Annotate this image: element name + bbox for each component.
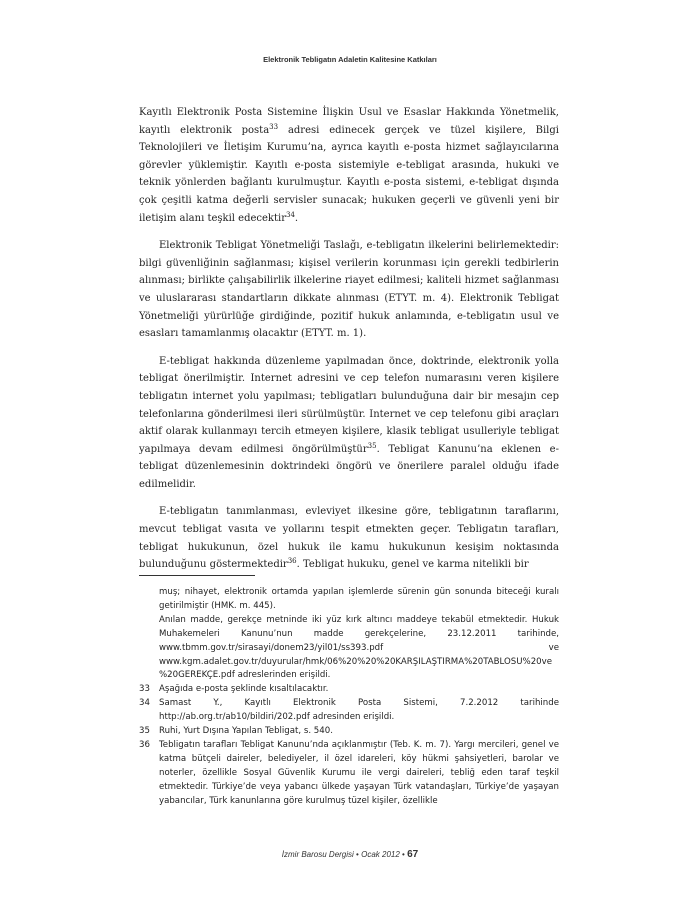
footnote-ref-36[interactable]: 36 [287, 557, 297, 566]
footnote-35 [139, 725, 559, 739]
body-text [139, 104, 559, 584]
footnote-text: Samast Y., Kayıtlı Elektronik Posta Sistemi, 7.2.2012 tarihinde http://ab.org.tr/ab10/bildiri/202.pdf adresinden erişildi. [159, 698, 559, 723]
paragraph-3 [139, 353, 559, 494]
page-number: 67 [407, 849, 419, 860]
paragraph-1 [139, 104, 559, 227]
paragraph-text: . Tebligat Kanunu’na eklenen e-tebligat düzenlemesinin doktrindeki öngörü ve önerilere paralel olduğu ifade edilmelidir. [139, 443, 559, 490]
footnote-ref-35[interactable]: 35 [367, 441, 377, 450]
paragraph-text: E-tebligat hakkında düzenleme yapılmadan önce, doktrinde, elektronik yolla tebligat önerilmiştir. Internet adresini ve cep telefon numarasını veren kişilere tebligatın internet yolu yapılması; tebligatları bulunduğuna dair bir mesajın cep telefonlarına gönderilmesi ileri sürülmüştür. Internet ve cep telefonu gibi araçları aktif olarak kullanmayı tercih etmeyen kişilere, klasik tebligat usulleriyle tebligat yapılmaya devam edilmesi öngörülmüştür [139, 355, 559, 455]
footnote-36 [139, 739, 559, 809]
journal-name: İzmir Barosu Dergisi [281, 850, 354, 859]
paragraph-text: Elektronik Tebligat Yönetmeliği Taslağı, e-tebligatın ilkelerini belirlemektedir: bilgi güvenliğinin sağlanması; kişisel verilerin korunması için gerekli tedbirlerin alınması; birlikte çalışabilirlik ilkelerine riayet edilmesi; kaliteli hizmet sağlanması ve uluslararası standartların dikkate alınması (ETYT. m. 4). Elektronik Tebligat Yönetmeliği yürürlüğe girdiğinde, pozitif hukuk anlamında, e-tebligatın usul ve esasları tamamlanmış olacaktır (ETYT. m. 1). [139, 240, 559, 340]
footnote-text: Anılan madde, gerekçe metninde iki yüz kırk altıncı maddeye tekabül etmektedir. Hukuk Muhakemeleri Kanunu’nun madde gerekçelerine, 23.12.2011 tarihinde, www.tbmm.gov.tr/sirasayi/donem23/yil01/ss393.pdf ve www.kgm.adalet.gov.tr/duyurular/hmk/06%20%20%20KARŞILAŞTIRMA%20TABLOSU%20ve%20GEREKÇE.pdf adreslerinden erişildi. [159, 614, 559, 681]
footnote-33 [139, 683, 559, 697]
paragraph-text: . Tebligat hukuku, genel ve karma nitelikli bir [296, 559, 529, 571]
footnote-34 [139, 697, 559, 725]
paragraph-4 [139, 503, 559, 573]
paragraph-text: Kayıtlı Elektronik Posta Sistemine İlişkin Usul ve Esaslar Hakkında Yönetmelik, kayıtlı elektronik posta [139, 107, 559, 136]
footnote-ref-33[interactable]: 33 [269, 122, 279, 131]
footnote-ref-34[interactable]: 34 [285, 210, 295, 219]
paragraph-text: adresi edinecek gerçek ve tüzel kişilere, Bilgi Teknolojileri ve İletişim Kurumu’na, ayrıca kayıtlı e-posta hizmet sağlayıcılarına görevler yüklemiştir. Kayıtlı e-posta sistemiyle e-tebligat arasında, hukuki ve teknik yönlerden bağlantı kurulmuştur. Kayıtlı e-posta sistemi, e-tebligat dışında çok çeşitli katma değerli servisler sunacak; hukuken geçerli ve güvenli yeni bir iletişim alanı teşkil edecektir [139, 124, 559, 224]
footnote-text: Aşağıda e-posta şeklinde kısaltılacaktır. [159, 684, 329, 695]
issue-date: Ocak 2012 [361, 850, 400, 859]
footer-separator: • [402, 850, 405, 859]
footnote-text: Tebligatın tarafları Tebligat Kanunu’nda açıklanmıştır (Teb. K. m. 7). Yargı mercileri, genel ve katma bütçeli daireler, belediyeler, il özel idareleri, köy hükmi şahsiyetleri, barolar ve noterler, özellikle Sosyal Güvenlik Kurumu ile vergi daireleri, tebliğ eden taraf teşkil etmektedir. Türkiye’de veya yabancı ülkede yaşayan Türk vatandaşları, Türkiye’de yaşayan yabancılar, Türk kanunlarına göre kurulmuş tüzel kişiler, özellikle [159, 739, 559, 806]
footnotes-section [139, 586, 559, 809]
footnote-number: 34 [139, 698, 150, 709]
footnote-continuation [139, 614, 559, 684]
footnote-number: 33 [139, 684, 150, 695]
paragraph-text: E-tebligatın tanımlanması, evleviyet ilkesine göre, tebligatının taraflarını, mevcut tebligat vasıta ve yollarını tespit etmekten geçer. Tebligatın tarafları, tebligat hukukunun, özel hukuk ile kamu hukukunun kesişim noktasında bulunduğunu göstermektedir [139, 506, 559, 571]
footnote-number: 36 [139, 739, 150, 750]
running-header: Elektronik Tebligatın Adaletin Kalitesine Katkıları [263, 55, 437, 64]
footnote-continuation [139, 586, 559, 614]
paragraph-2 [139, 237, 559, 343]
page-footer [0, 849, 700, 860]
footnote-divider [139, 575, 255, 576]
paragraph-text: . [294, 212, 299, 224]
footnote-number: 35 [139, 726, 150, 737]
footer-separator: • [356, 850, 359, 859]
footnote-text: muş; nihayet, elektronik ortamda yapılan işlemlerde sürenin gün sonunda biteceği kuralı getirilmiştir (HMK. m. 445). [159, 587, 559, 611]
footnote-text: Ruhi, Yurt Dışına Yapılan Tebligat, s. 540. [159, 726, 333, 737]
